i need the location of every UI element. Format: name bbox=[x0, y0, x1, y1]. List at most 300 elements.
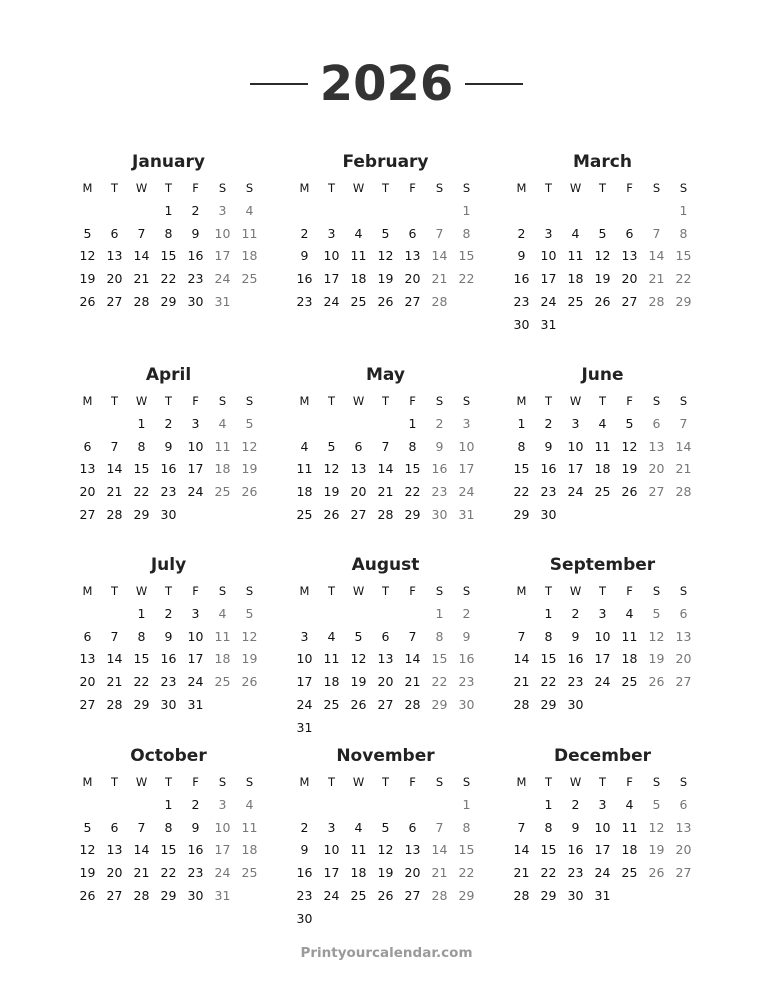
day-cell: 3 bbox=[327, 819, 336, 835]
day-cell: 10 bbox=[594, 819, 611, 835]
month-july bbox=[74, 553, 263, 717]
day-cell: 11 bbox=[350, 248, 367, 264]
day-cell: 12 bbox=[648, 819, 665, 835]
day-cell: 29 bbox=[133, 506, 150, 522]
day-cell: 19 bbox=[648, 651, 665, 667]
empty-day-cell bbox=[372, 908, 399, 931]
day-cell: 10 bbox=[187, 438, 204, 454]
day-cell: 16 bbox=[296, 865, 313, 881]
day-cell: 4 bbox=[354, 819, 363, 835]
empty-day-cell bbox=[291, 413, 318, 436]
day-cell: 25 bbox=[323, 696, 340, 712]
day-cell: 12 bbox=[79, 842, 96, 858]
day-cell: 27 bbox=[675, 674, 692, 690]
day-cell: 5 bbox=[652, 796, 661, 812]
day-cell: 5 bbox=[598, 225, 607, 241]
empty-day-cell bbox=[291, 200, 318, 223]
day-cell: 15 bbox=[133, 461, 150, 477]
weekday-header: T bbox=[381, 775, 390, 789]
day-cell: 15 bbox=[431, 651, 448, 667]
day-cell: 20 bbox=[79, 484, 96, 500]
day-cell: 3 bbox=[598, 605, 607, 621]
day-cell: 2 bbox=[435, 415, 444, 431]
weekday-header: S bbox=[218, 181, 227, 195]
day-cell: 9 bbox=[462, 628, 471, 644]
day-cell: 20 bbox=[377, 674, 394, 690]
day-cell: 19 bbox=[241, 651, 258, 667]
day-cell: 26 bbox=[377, 887, 394, 903]
day-cell: 30 bbox=[540, 506, 557, 522]
day-cell: 24 bbox=[323, 887, 340, 903]
day-cell: 25 bbox=[241, 865, 258, 881]
day-cell: 20 bbox=[106, 271, 123, 287]
day-cell: 25 bbox=[621, 674, 638, 690]
empty-day-cell bbox=[318, 908, 345, 931]
month-grid bbox=[74, 580, 263, 717]
day-cell: 24 bbox=[187, 674, 204, 690]
empty-day-cell bbox=[426, 908, 453, 931]
day-cell: 1 bbox=[137, 605, 146, 621]
day-cell: 20 bbox=[621, 271, 638, 287]
month-name: February bbox=[342, 152, 429, 172]
day-cell: 31 bbox=[458, 506, 475, 522]
day-cell: 22 bbox=[404, 484, 421, 500]
empty-day-cell bbox=[345, 603, 372, 626]
day-cell: 12 bbox=[648, 628, 665, 644]
day-cell: 10 bbox=[214, 819, 231, 835]
day-cell: 16 bbox=[296, 271, 313, 287]
day-cell: 4 bbox=[625, 605, 634, 621]
day-cell: 23 bbox=[296, 293, 313, 309]
empty-day-cell bbox=[372, 413, 399, 436]
weekday-header: T bbox=[110, 394, 119, 408]
month-april bbox=[74, 363, 263, 527]
empty-day-cell bbox=[670, 694, 697, 717]
weekday-header: T bbox=[327, 584, 336, 598]
empty-day-cell bbox=[643, 504, 670, 527]
day-cell: 6 bbox=[354, 438, 363, 454]
weekday-header: W bbox=[135, 775, 148, 789]
day-cell: 7 bbox=[110, 438, 119, 454]
day-cell: 23 bbox=[160, 674, 177, 690]
day-cell: 23 bbox=[540, 484, 557, 500]
weekday-header: F bbox=[626, 181, 633, 195]
day-cell: 7 bbox=[381, 438, 390, 454]
day-cell: 21 bbox=[106, 674, 123, 690]
day-cell: 5 bbox=[245, 415, 254, 431]
weekday-header: M bbox=[82, 181, 93, 195]
weekday-header: S bbox=[435, 181, 444, 195]
weekday-header: S bbox=[462, 394, 471, 408]
empty-day-cell bbox=[209, 504, 236, 527]
day-cell: 28 bbox=[377, 506, 394, 522]
day-cell: 9 bbox=[571, 819, 580, 835]
month-december bbox=[508, 744, 697, 908]
weekday-header: F bbox=[192, 394, 199, 408]
day-cell: 10 bbox=[323, 842, 340, 858]
day-cell: 29 bbox=[540, 887, 557, 903]
day-cell: 20 bbox=[648, 461, 665, 477]
month-name: December bbox=[553, 746, 652, 766]
day-cell: 18 bbox=[241, 248, 258, 264]
day-cell: 2 bbox=[517, 225, 526, 241]
weekday-header: T bbox=[110, 775, 119, 789]
day-cell: 4 bbox=[218, 415, 227, 431]
day-cell: 28 bbox=[513, 887, 530, 903]
weekday-header: F bbox=[409, 394, 416, 408]
day-cell: 3 bbox=[218, 202, 227, 218]
day-cell: 31 bbox=[296, 719, 313, 735]
day-cell: 24 bbox=[594, 865, 611, 881]
day-cell: 8 bbox=[544, 628, 553, 644]
day-cell: 26 bbox=[648, 674, 665, 690]
month-grid bbox=[291, 177, 480, 314]
day-cell: 25 bbox=[296, 506, 313, 522]
day-cell: 5 bbox=[83, 819, 92, 835]
empty-day-cell bbox=[372, 603, 399, 626]
weekday-header: S bbox=[435, 394, 444, 408]
day-cell: 21 bbox=[513, 674, 530, 690]
weekday-header: S bbox=[435, 775, 444, 789]
day-cell: 18 bbox=[296, 484, 313, 500]
day-cell: 24 bbox=[567, 484, 584, 500]
weekday-header: W bbox=[352, 584, 365, 598]
month-grid bbox=[74, 771, 263, 908]
day-cell: 19 bbox=[350, 674, 367, 690]
day-cell: 20 bbox=[404, 865, 421, 881]
day-cell: 16 bbox=[431, 461, 448, 477]
day-cell: 18 bbox=[214, 461, 231, 477]
day-cell: 3 bbox=[327, 225, 336, 241]
day-cell: 17 bbox=[296, 674, 313, 690]
day-cell: 18 bbox=[350, 271, 367, 287]
day-cell: 11 bbox=[621, 628, 638, 644]
month-september bbox=[508, 553, 697, 717]
weekday-header: S bbox=[679, 775, 688, 789]
day-cell: 12 bbox=[79, 248, 96, 264]
day-cell: 16 bbox=[160, 651, 177, 667]
month-november bbox=[291, 744, 480, 931]
day-cell: 11 bbox=[214, 628, 231, 644]
weekday-header: W bbox=[135, 394, 148, 408]
day-cell: 21 bbox=[133, 865, 150, 881]
day-cell: 4 bbox=[245, 202, 254, 218]
weekday-header: T bbox=[544, 584, 553, 598]
day-cell: 17 bbox=[214, 248, 231, 264]
weekday-header: M bbox=[82, 775, 93, 789]
day-cell: 16 bbox=[458, 651, 475, 667]
day-cell: 27 bbox=[106, 293, 123, 309]
month-name: January bbox=[132, 152, 205, 172]
day-cell: 2 bbox=[164, 415, 173, 431]
weekday-header: S bbox=[218, 394, 227, 408]
day-cell: 19 bbox=[621, 461, 638, 477]
day-cell: 28 bbox=[431, 293, 448, 309]
day-cell: 29 bbox=[675, 293, 692, 309]
month-august bbox=[291, 553, 480, 740]
day-cell: 21 bbox=[675, 461, 692, 477]
empty-day-cell bbox=[508, 200, 535, 223]
day-cell: 7 bbox=[137, 225, 146, 241]
day-cell: 19 bbox=[648, 842, 665, 858]
day-cell: 24 bbox=[214, 865, 231, 881]
day-cell: 1 bbox=[517, 415, 526, 431]
day-cell: 13 bbox=[377, 651, 394, 667]
day-cell: 14 bbox=[133, 842, 150, 858]
day-cell: 27 bbox=[350, 506, 367, 522]
day-cell: 30 bbox=[187, 293, 204, 309]
day-cell: 1 bbox=[544, 605, 553, 621]
day-cell: 27 bbox=[675, 865, 692, 881]
day-cell: 13 bbox=[675, 628, 692, 644]
day-cell: 16 bbox=[567, 842, 584, 858]
day-cell: 15 bbox=[540, 651, 557, 667]
day-cell: 23 bbox=[296, 887, 313, 903]
day-cell: 27 bbox=[621, 293, 638, 309]
day-cell: 5 bbox=[381, 225, 390, 241]
day-cell: 30 bbox=[160, 506, 177, 522]
empty-day-cell bbox=[616, 200, 643, 223]
day-cell: 29 bbox=[160, 887, 177, 903]
month-october bbox=[74, 744, 263, 908]
weekday-header: W bbox=[135, 181, 148, 195]
day-cell: 21 bbox=[133, 271, 150, 287]
empty-day-cell bbox=[318, 717, 345, 740]
day-cell: 1 bbox=[137, 415, 146, 431]
day-cell: 25 bbox=[241, 271, 258, 287]
month-grid bbox=[508, 177, 697, 337]
month-name: October bbox=[130, 746, 207, 766]
weekday-header: S bbox=[245, 584, 254, 598]
day-cell: 20 bbox=[350, 484, 367, 500]
empty-day-cell bbox=[616, 504, 643, 527]
day-cell: 22 bbox=[133, 484, 150, 500]
empty-day-cell bbox=[453, 291, 480, 314]
day-cell: 7 bbox=[435, 225, 444, 241]
day-cell: 15 bbox=[540, 842, 557, 858]
day-cell: 13 bbox=[106, 842, 123, 858]
day-cell: 7 bbox=[679, 415, 688, 431]
title-left-rule bbox=[250, 83, 308, 85]
weekday-header: T bbox=[544, 394, 553, 408]
empty-day-cell bbox=[236, 694, 263, 717]
weekday-header: F bbox=[192, 775, 199, 789]
weekday-header: W bbox=[352, 775, 365, 789]
day-cell: 14 bbox=[106, 461, 123, 477]
day-cell: 31 bbox=[594, 887, 611, 903]
day-cell: 8 bbox=[137, 628, 146, 644]
day-cell: 28 bbox=[133, 887, 150, 903]
empty-day-cell bbox=[508, 603, 535, 626]
month-february bbox=[291, 150, 480, 314]
weekday-header: T bbox=[110, 584, 119, 598]
empty-day-cell bbox=[345, 413, 372, 436]
day-cell: 11 bbox=[350, 842, 367, 858]
day-cell: 23 bbox=[513, 293, 530, 309]
day-cell: 25 bbox=[621, 865, 638, 881]
day-cell: 20 bbox=[106, 865, 123, 881]
day-cell: 12 bbox=[377, 842, 394, 858]
footer-website[interactable]: Printyourcalendar.com bbox=[300, 945, 473, 961]
day-cell: 5 bbox=[83, 225, 92, 241]
empty-day-cell bbox=[399, 908, 426, 931]
day-cell: 22 bbox=[540, 865, 557, 881]
day-cell: 14 bbox=[106, 651, 123, 667]
day-cell: 15 bbox=[133, 651, 150, 667]
weekday-header: W bbox=[352, 181, 365, 195]
day-cell: 17 bbox=[187, 651, 204, 667]
day-cell: 9 bbox=[164, 628, 173, 644]
empty-day-cell bbox=[589, 200, 616, 223]
day-cell: 16 bbox=[160, 461, 177, 477]
day-cell: 6 bbox=[83, 628, 92, 644]
day-cell: 23 bbox=[567, 674, 584, 690]
weekday-header: S bbox=[679, 584, 688, 598]
weekday-header: M bbox=[299, 181, 310, 195]
empty-day-cell bbox=[426, 717, 453, 740]
weekday-header: F bbox=[626, 584, 633, 598]
day-cell: 30 bbox=[458, 696, 475, 712]
day-cell: 8 bbox=[164, 819, 173, 835]
day-cell: 24 bbox=[296, 696, 313, 712]
day-cell: 7 bbox=[435, 819, 444, 835]
day-cell: 18 bbox=[594, 461, 611, 477]
day-cell: 3 bbox=[218, 796, 227, 812]
day-cell: 28 bbox=[513, 696, 530, 712]
day-cell: 13 bbox=[404, 248, 421, 264]
title-right-rule bbox=[465, 83, 523, 85]
day-cell: 16 bbox=[567, 651, 584, 667]
day-cell: 15 bbox=[160, 248, 177, 264]
empty-day-cell bbox=[128, 200, 155, 223]
day-cell: 18 bbox=[567, 271, 584, 287]
month-name: July bbox=[150, 555, 187, 575]
day-cell: 16 bbox=[187, 842, 204, 858]
day-cell: 3 bbox=[191, 605, 200, 621]
empty-day-cell bbox=[508, 794, 535, 817]
day-cell: 29 bbox=[404, 506, 421, 522]
weekday-header: M bbox=[299, 775, 310, 789]
day-cell: 15 bbox=[160, 842, 177, 858]
day-cell: 28 bbox=[133, 293, 150, 309]
day-cell: 6 bbox=[625, 225, 634, 241]
weekday-header: S bbox=[652, 584, 661, 598]
day-cell: 2 bbox=[300, 819, 309, 835]
day-cell: 9 bbox=[164, 438, 173, 454]
day-cell: 24 bbox=[187, 484, 204, 500]
day-cell: 10 bbox=[540, 248, 557, 264]
weekday-header: S bbox=[245, 775, 254, 789]
day-cell: 13 bbox=[350, 461, 367, 477]
day-cell: 23 bbox=[187, 271, 204, 287]
day-cell: 13 bbox=[79, 651, 96, 667]
weekday-header: S bbox=[679, 394, 688, 408]
day-cell: 29 bbox=[160, 293, 177, 309]
day-cell: 3 bbox=[300, 628, 309, 644]
empty-day-cell bbox=[345, 200, 372, 223]
day-cell: 8 bbox=[435, 628, 444, 644]
day-cell: 4 bbox=[327, 628, 336, 644]
day-cell: 31 bbox=[214, 293, 231, 309]
empty-day-cell bbox=[643, 314, 670, 337]
day-cell: 21 bbox=[377, 484, 394, 500]
day-cell: 7 bbox=[652, 225, 661, 241]
day-cell: 22 bbox=[431, 674, 448, 690]
calendar-title bbox=[0, 52, 773, 116]
year-title: 2026 bbox=[319, 56, 454, 112]
day-cell: 25 bbox=[350, 887, 367, 903]
day-cell: 2 bbox=[462, 605, 471, 621]
day-cell: 12 bbox=[241, 438, 258, 454]
weekday-header: M bbox=[299, 394, 310, 408]
day-cell: 19 bbox=[323, 484, 340, 500]
day-cell: 14 bbox=[404, 651, 421, 667]
day-cell: 15 bbox=[513, 461, 530, 477]
day-cell: 13 bbox=[675, 819, 692, 835]
weekday-header: T bbox=[381, 181, 390, 195]
day-cell: 26 bbox=[350, 696, 367, 712]
day-cell: 4 bbox=[571, 225, 580, 241]
day-cell: 15 bbox=[404, 461, 421, 477]
weekday-header: T bbox=[598, 181, 607, 195]
day-cell: 22 bbox=[540, 674, 557, 690]
month-name: June bbox=[581, 365, 624, 385]
day-cell: 6 bbox=[679, 796, 688, 812]
empty-day-cell bbox=[643, 694, 670, 717]
empty-day-cell bbox=[562, 314, 589, 337]
day-cell: 2 bbox=[571, 605, 580, 621]
day-cell: 8 bbox=[517, 438, 526, 454]
month-grid bbox=[508, 771, 697, 908]
day-cell: 14 bbox=[431, 842, 448, 858]
day-cell: 25 bbox=[214, 484, 231, 500]
day-cell: 17 bbox=[594, 651, 611, 667]
month-march bbox=[508, 150, 697, 337]
weekday-header: F bbox=[409, 584, 416, 598]
day-cell: 20 bbox=[675, 651, 692, 667]
day-cell: 26 bbox=[648, 865, 665, 881]
day-cell: 28 bbox=[106, 696, 123, 712]
empty-day-cell bbox=[426, 200, 453, 223]
day-cell: 11 bbox=[241, 819, 258, 835]
day-cell: 26 bbox=[79, 887, 96, 903]
empty-day-cell bbox=[101, 200, 128, 223]
month-grid bbox=[74, 390, 263, 527]
weekday-header: T bbox=[544, 775, 553, 789]
day-cell: 26 bbox=[377, 293, 394, 309]
day-cell: 18 bbox=[214, 651, 231, 667]
empty-day-cell bbox=[101, 794, 128, 817]
weekday-header: W bbox=[569, 181, 582, 195]
day-cell: 16 bbox=[187, 248, 204, 264]
day-cell: 5 bbox=[245, 605, 254, 621]
day-cell: 23 bbox=[160, 484, 177, 500]
day-cell: 25 bbox=[214, 674, 231, 690]
empty-day-cell bbox=[535, 200, 562, 223]
day-cell: 22 bbox=[458, 865, 475, 881]
day-cell: 14 bbox=[133, 248, 150, 264]
day-cell: 6 bbox=[408, 225, 417, 241]
day-cell: 29 bbox=[513, 506, 530, 522]
day-cell: 18 bbox=[621, 842, 638, 858]
empty-day-cell bbox=[128, 794, 155, 817]
day-cell: 28 bbox=[648, 293, 665, 309]
day-cell: 30 bbox=[160, 696, 177, 712]
day-cell: 21 bbox=[431, 865, 448, 881]
day-cell: 20 bbox=[675, 842, 692, 858]
day-cell: 18 bbox=[323, 674, 340, 690]
day-cell: 17 bbox=[187, 461, 204, 477]
